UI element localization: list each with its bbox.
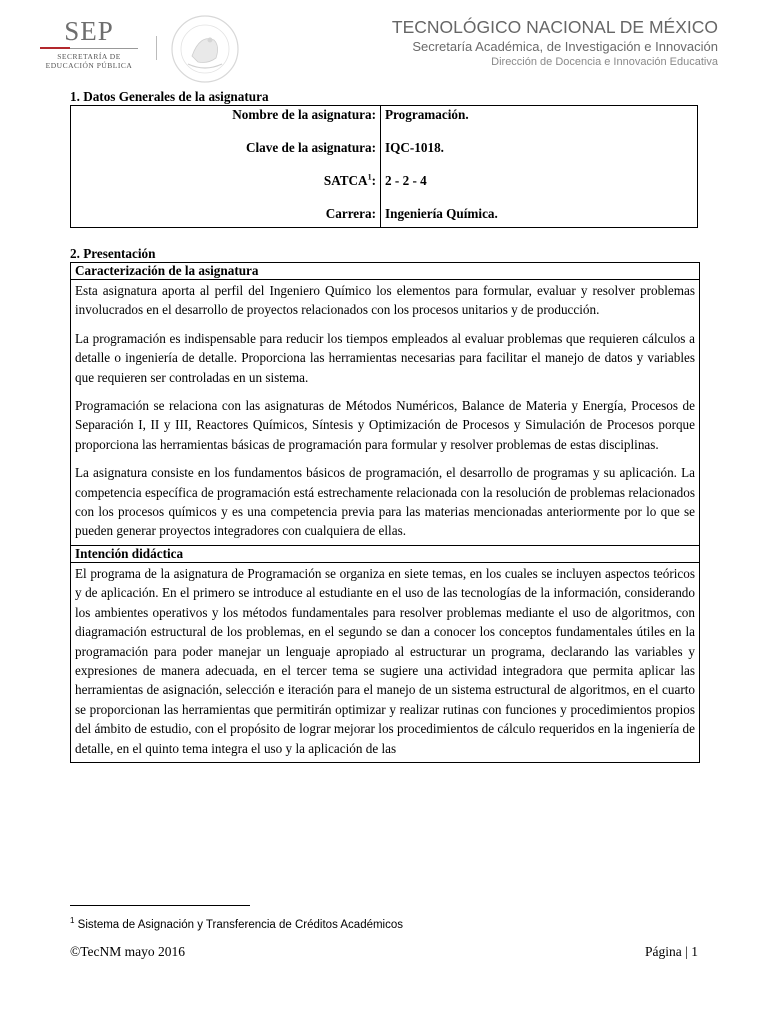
sep-logo-rule [40, 48, 138, 49]
sep-logo [34, 16, 144, 70]
paragraph: La asignatura consiste en los fundamentos básicos de programación, el desarrollo de programas y su aplicación. La competencia específica de programación está estrechamente relacionada con la resolución de problemas relacionados con los procesos químicos y es una competencia previa para las materias mencionadas anteriormente por lo que se pueden generar proyectos integradores con cualquiera de ellas. [75, 465, 695, 539]
intencion-body [71, 563, 699, 763]
footnote-ref[interactable]: 1 [367, 172, 372, 182]
institution-header [392, 16, 718, 70]
document-content [70, 89, 698, 763]
row-value: Ingeniería Química. [385, 206, 498, 221]
paragraph: Programación se relaciona con las asignaturas de Métodos Numéricos, Balance de Materia y Energía, Procesos de Separación I, II y III, Reactores Químicos, Síntesis y Optimización de Procesos y Simulación de Procesos porque proporciona las herramientas básicas de programación para formular y resolver problemas de estas disciplinas. [75, 398, 695, 452]
mexico-coat-of-arms-seal-icon [170, 14, 240, 84]
footnote-separator [70, 905, 250, 906]
row-value: IQC-1018. [385, 140, 444, 155]
footnote-marker: 1 [70, 916, 75, 925]
presentation-box [70, 262, 700, 763]
table-row [71, 206, 698, 228]
intencion-heading: Intención didáctica [71, 546, 699, 563]
footnote [70, 916, 403, 931]
footnote-text: Sistema de Asignación y Transferencia de Créditos Académicos [74, 918, 404, 931]
caracterizacion-heading: Caracterización de la asignatura [71, 263, 699, 280]
row-value: Programación. [385, 107, 469, 122]
institution-department: Dirección de Docencia e Innovación Educativa [491, 56, 718, 68]
caracterizacion-body [71, 280, 699, 546]
table-row [71, 173, 698, 206]
sep-logo-subtitle-2: EDUCACIÓN PÚBLICA [45, 61, 133, 70]
satca-label: SATCA [323, 173, 368, 188]
row-label: Carrera: [71, 206, 381, 228]
general-data-table [70, 105, 698, 228]
page-header [0, 0, 768, 90]
sep-logo-subtitle-1: SECRETARÍA DE [57, 52, 121, 61]
row-label-satca [71, 173, 381, 206]
satca-colon: : [371, 173, 376, 188]
row-label: Clave de la asignatura: [71, 140, 381, 173]
table-row [71, 106, 698, 141]
sep-logo-text: SEP [64, 16, 114, 46]
footer-page-number: Página | 1 [645, 944, 698, 959]
footer-copyright: ©TecNM mayo 2016 [70, 944, 186, 959]
paragraph: El programa de la asignatura de Programación se organiza en siete temas, en los cuales se incluyen aspectos teóricos y de aplicación. En el primero se introduce al estudiante en el uso de las tecnologías de la información, considerando los ambientes operativos y los métodos fundamentales para resolver problemas mediante el uso de algoritmos, con diagramación estructural de los problemas, en el segundo se dan a conocer los conceptos fundamentales útiles en la programación para poder manejar un lenguaje apropiado al estructurar un programa, declarando las variables y expresiones de manera adecuada, en el tercer tema se sugiere una actividad integradora que permita aplicar las herramientas de asignación, selección e iteración para el manejo de un sistema estructural de algoritmos, en el cuarto se proporcionan las herramientas que permitirán optimizar y realizar rutinas con funciones y procedimientos propios del ámbito de estudio, con el propósito de lograr mejorar los procedimientos de cálculo requeridos en la ingeniería de detalle, en el quinto tema integra el uso y la aplicación de las [75, 565, 695, 756]
institution-title: TECNOLÓGICO NACIONAL DE MÉXICO [391, 17, 718, 37]
paragraph: Esta asignatura aporta al perfil del Ingeniero Químico los elementos para formular, evaluar y resolver problemas involucrados en el desarrollo de proyectos relacionados con los procesos unitarios y de producción. [75, 283, 695, 318]
section-1-title: 1. Datos Generales de la asignatura [70, 89, 269, 104]
row-label: Nombre de la asignatura: [71, 106, 381, 141]
header-divider [156, 36, 157, 60]
table-row [71, 140, 698, 173]
institution-subtitle: Secretaría Académica, de Investigación e Innovación [412, 39, 718, 54]
row-value: 2 - 2 - 4 [385, 173, 427, 188]
section-2-title: 2. Presentación [70, 246, 156, 261]
paragraph: La programación es indispensable para reducir los tiempos empleados al evaluar problemas que requieren cálculos a detalle o ingeniería de detalle. Proporciona las herramientas necesarias para facilitar el manejo de datos y variables que requieren ser controladas en un sistema. [75, 330, 695, 385]
